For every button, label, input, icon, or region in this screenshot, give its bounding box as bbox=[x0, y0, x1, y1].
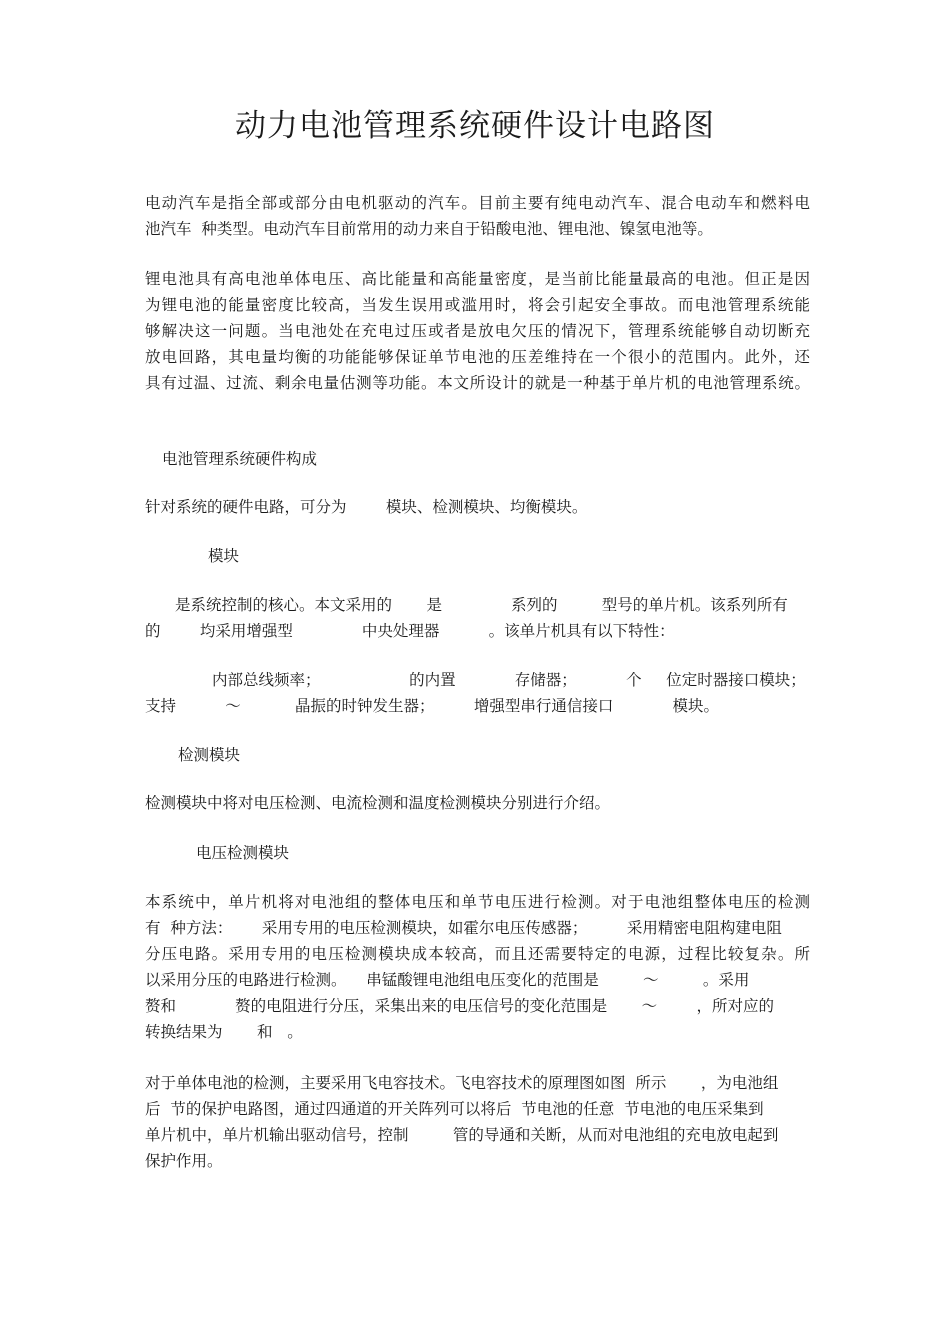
mcu-line-1: 是系统控制的核心。本文采用的 是 系列的 型号的单片机。该系列所有 bbox=[175, 596, 788, 614]
features-line-1: 内部总线频率； 的内置 存储器； 个 位定时器接口模块； bbox=[212, 671, 806, 689]
voltage-line-6: 转换结果为 和 。 bbox=[145, 1023, 303, 1041]
lithium-line-2: 为锂电池的能量密度比较高，当发生误用或滥用时，将会引起安全事故。而电池管理系统能 bbox=[145, 296, 810, 314]
voltage-line-4: 以采用分压的电路进行检测。 串锰酸锂电池组电压变化的范围是 ～ 。采用 bbox=[145, 971, 750, 989]
voltage-line-5: 赘和 赘的电阻进行分压，采集出来的电压信号的变化范围是 ～ ，所对应的 bbox=[145, 997, 775, 1015]
intro-line-2: 池汽车 种类型。电动汽车目前常用的动力来自于铅酸电池、锂电池、镍氢电池等。 bbox=[145, 220, 713, 238]
flying-line-3: 单片机中，单片机输出驱动信号，控制 管的导通和关断，从而对电池组的充电放电起到 bbox=[145, 1126, 779, 1144]
lithium-line-1: 锂电池具有高电池单体电压、高比能量和高能量密度，是当前比能量最高的电池。但正是因 bbox=[145, 270, 810, 288]
intro-line-1: 电动汽车是指全部或部分由电机驱动的汽车。目前主要有纯电动汽车、混合电动车和燃料电 bbox=[145, 194, 810, 212]
lithium-line-5: 具有过温、过流、剩余电量估测等功能。本文所设计的就是一种基于单片机的电池管理系统。 bbox=[145, 374, 810, 392]
mcu-line-2: 的 均采用增强型 中央处理器 。该单片机具有以下特性： bbox=[145, 622, 675, 640]
module-heading: 模块 bbox=[208, 547, 240, 565]
lithium-line-4: 放电回路，其电量均衡的功能能够保证单节电池的压差维持在一个很小的范围内。此外，还 bbox=[145, 348, 810, 366]
page-title: 动力电池管理系统硬件设计电路图 bbox=[235, 108, 715, 144]
voltage-line-3: 分压电路。采用专用的电压检测模块成本较高，而且还需要特定的电源，过程比较复杂。所 bbox=[145, 945, 810, 963]
detect-heading: 检测模块 bbox=[178, 746, 241, 764]
features-line-2: 支持 ～ 晶振的时钟发生器； 增强型串行通信接口 模块。 bbox=[145, 697, 720, 715]
lithium-line-3: 够解决这一问题。当电池处在充电过压或者是放电欠压的情况下，管理系统能够自动切断充 bbox=[145, 322, 810, 340]
voltage-line-2: 有 种方法： 采用专用的电压检测模块，如霍尔电压传感器； 采用精密电阻构建电阻 bbox=[145, 919, 782, 937]
flying-line-2: 后 节的保护电路图，通过四通道的开关阵列可以将后 节电池的任意 节电池的电压采集到 bbox=[145, 1100, 764, 1118]
voltage-heading: 电压检测模块 bbox=[196, 844, 290, 862]
flying-line-1: 对于单体电池的检测，主要采用飞电容技术。飞电容技术的原理图如图 所示 ，为电池组 bbox=[145, 1074, 779, 1092]
voltage-line-1: 本系统中，单片机将对电池组的整体电压和单节电压进行检测。对于电池组整体电压的检测 bbox=[145, 893, 810, 911]
hardware-heading: 电池管理系统硬件构成 bbox=[162, 450, 318, 468]
hardware-intro: 针对系统的硬件电路，可分为 模块、检测模块、均衡模块。 bbox=[145, 498, 588, 516]
flying-line-4: 保护作用。 bbox=[145, 1152, 223, 1170]
detect-intro: 检测模块中将对电压检测、电流检测和温度检测模块分别进行介绍。 bbox=[145, 794, 611, 812]
